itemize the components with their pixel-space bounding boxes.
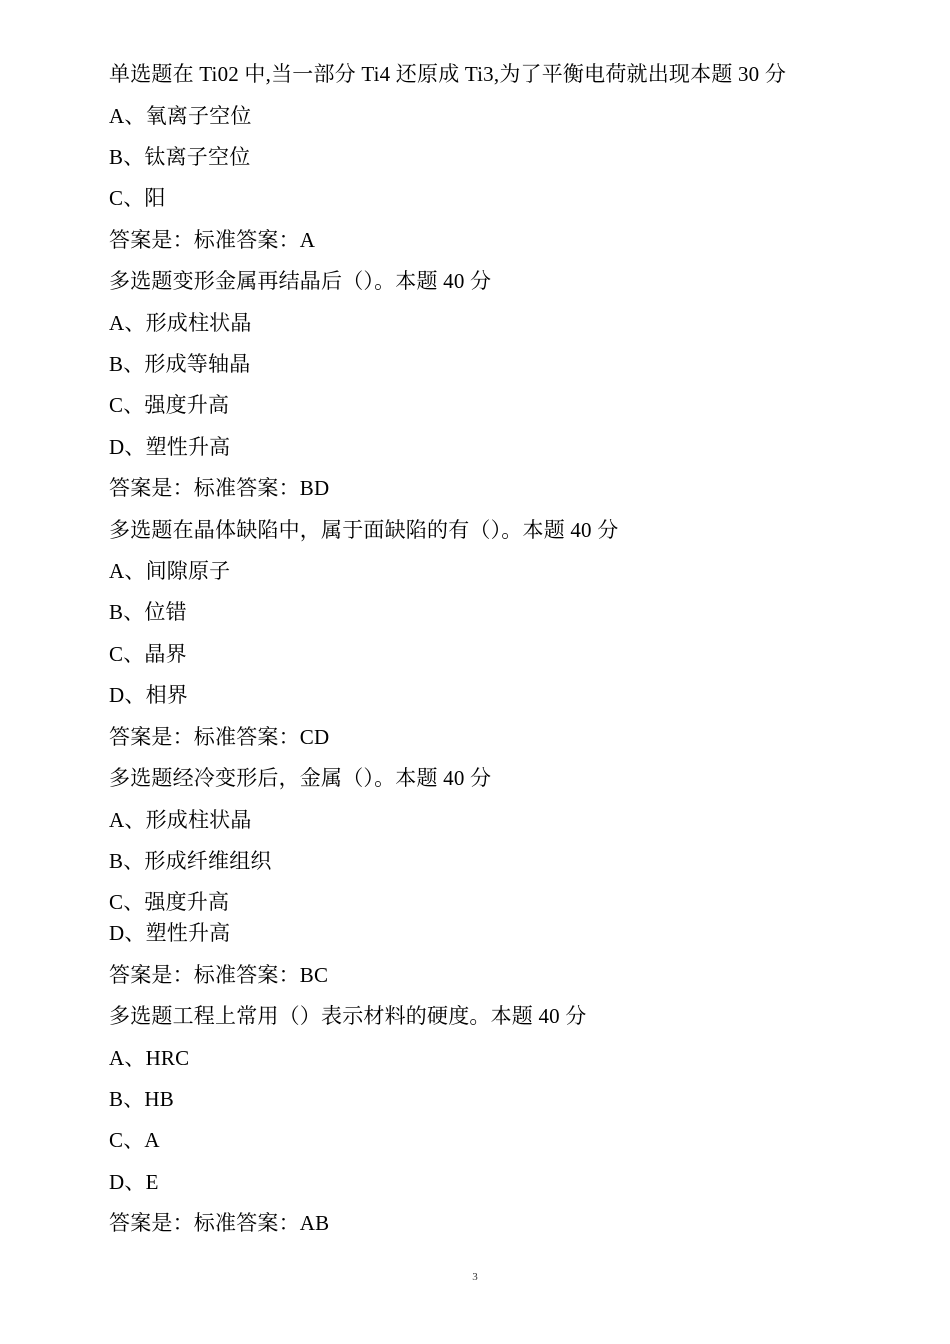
question-1-answer: 答案是：标准答案：A bbox=[109, 228, 316, 252]
question-2-answer: 答案是：标准答案：BD bbox=[109, 476, 330, 500]
question-2-option-b: B、形成等轴晶 bbox=[109, 352, 251, 376]
question-4-option-b: B、形成纤维组织 bbox=[109, 849, 272, 873]
question-4-option-d: D、塑性升高 bbox=[109, 921, 231, 945]
question-2-option-d: D、塑性升高 bbox=[109, 435, 231, 459]
question-3-option-d: D、相界 bbox=[109, 683, 188, 707]
question-2-stem: 多选题变形金属再结晶后（）。本题 40 分 bbox=[109, 269, 492, 293]
question-4-answer: 答案是：标准答案：BC bbox=[109, 963, 329, 987]
question-5-option-b: B、HB bbox=[109, 1087, 174, 1111]
question-1-stem: 单选题在 Ti02 中,当一部分 Ti4 还原成 Ti3,为了平衡电荷就出现本题 30 分 bbox=[109, 62, 787, 86]
question-4-stem: 多选题经冷变形后，金属（）。本题 40 分 bbox=[109, 766, 492, 790]
question-2-option-a: A、形成柱状晶 bbox=[109, 311, 252, 335]
question-3-option-b: B、位错 bbox=[109, 600, 187, 624]
question-5-answer: 答案是：标准答案：AB bbox=[109, 1211, 330, 1235]
question-4-option-c: C、强度升高 bbox=[109, 890, 230, 914]
question-5-stem: 多选题工程上常用（）表示材料的硬度。本题 40 分 bbox=[109, 1004, 587, 1028]
page-number: 3 bbox=[472, 1271, 478, 1283]
question-3-option-c: C、晶界 bbox=[109, 642, 187, 666]
question-5-option-c: C、A bbox=[109, 1128, 160, 1152]
question-5-option-a: A、HRC bbox=[109, 1046, 190, 1070]
question-3-stem: 多选题在晶体缺陷中，属于面缺陷的有（）。本题 40 分 bbox=[109, 518, 619, 542]
question-1-option-c: C、阳 bbox=[109, 186, 166, 210]
question-2-option-c: C、强度升高 bbox=[109, 393, 230, 417]
question-1-option-a: A、氧离子空位 bbox=[109, 104, 252, 128]
question-5-option-d: D、E bbox=[109, 1170, 159, 1194]
question-3-answer: 答案是：标准答案：CD bbox=[109, 725, 330, 749]
question-4-option-a: A、形成柱状晶 bbox=[109, 808, 252, 832]
question-1-option-b: B、钛离子空位 bbox=[109, 145, 251, 169]
question-3-option-a: A、间隙原子 bbox=[109, 559, 231, 583]
